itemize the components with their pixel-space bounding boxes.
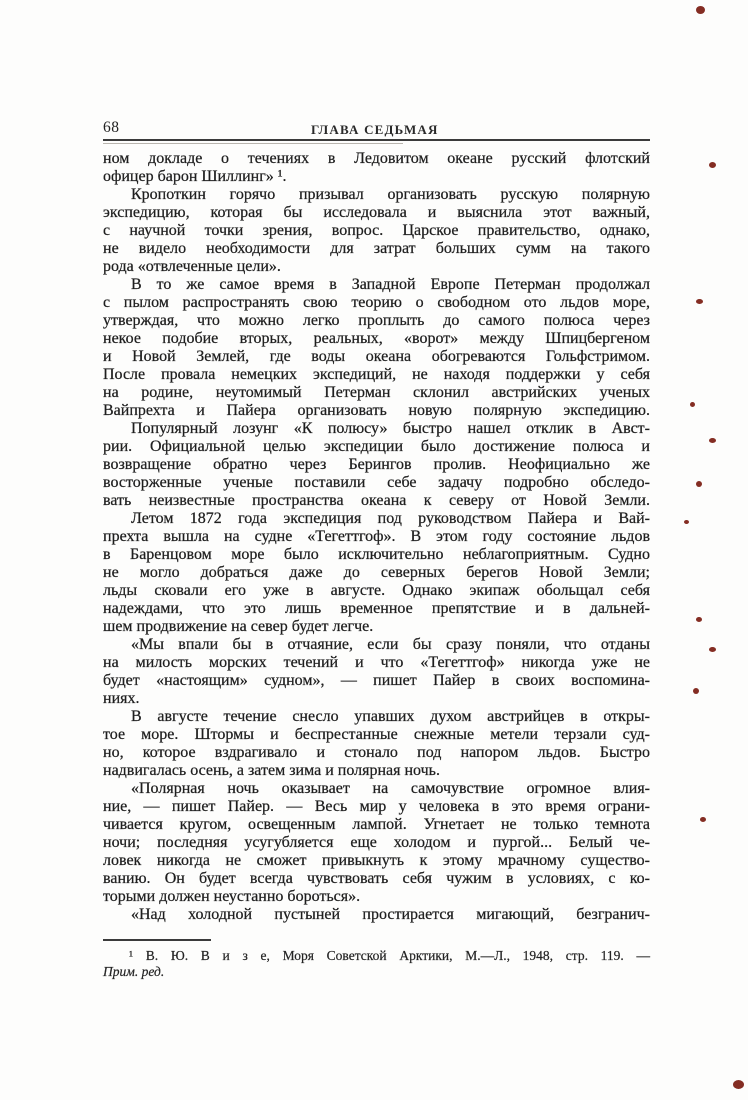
- text-line: В то же самое время в Западной Европе Петерман продолжал: [131, 276, 650, 293]
- scan-speck: [696, 617, 702, 622]
- text-line: «Мы впали бы в отчаяние, если бы сразу поняли, что отданы: [131, 636, 650, 653]
- text-line: «Полярная ночь оказывает на самочувствие огромное влия-: [131, 780, 650, 797]
- text-line: на милость морских течений и что «Тегеттгоф» никогда уже не: [103, 654, 650, 671]
- header-rule: [103, 139, 650, 141]
- text-line: ном докладе о течениях в Ледовитом океане русский флотский: [103, 150, 650, 167]
- footnote-line: Прим. ред.: [103, 964, 165, 979]
- text-line: «Над холодной пустыней простирается мигающий, безгранич-: [131, 906, 650, 923]
- scan-speck: [696, 481, 702, 487]
- text-line: прехта вышла на судне «Тегеттгоф». В этом году состояние льдов: [103, 528, 650, 545]
- page-number: 68: [103, 119, 120, 136]
- scan-speck: [700, 817, 706, 822]
- text-line: рода «отвлеченные цели».: [103, 258, 281, 275]
- text-line: Популярный лозунг «К полюсу» быстро нашел отклик в Авст-: [131, 420, 650, 437]
- text-line: не видело необходимости для затрат больших сумм на такого: [103, 240, 650, 257]
- scan-speck: [690, 402, 695, 407]
- text-line: торыми должен неустанно бороться».: [103, 888, 361, 905]
- running-head-title: ГЛАВА СЕДЬМАЯ: [311, 122, 439, 137]
- text-line: но, которое вздрагивало и стонало под напором льдов. Быстро: [103, 744, 650, 761]
- scan-speck: [709, 647, 716, 652]
- text-line: чивается кругом, освещенным лампой. Угнетает не только темнота: [103, 816, 650, 833]
- text-line: ванию. Он будет всегда чувствовать себя чужим в условиях, с ко-: [103, 870, 650, 887]
- text-line: Кропоткин горячо призывал организовать русскую полярную: [131, 186, 650, 203]
- text-line: некое подобие вторых, реальных, «ворот» между Шпицбергеном: [103, 330, 650, 347]
- text-line: После провала немецких экспедиций, не находя поддержки у себя: [103, 366, 650, 383]
- scan-speck: [709, 162, 716, 168]
- text-line: ние, — пишет Пайер. — Весь мир у человека в это время ограни-: [103, 798, 650, 815]
- text-line: ночи; последняя усугубляется еще холодом и пургой... Белый че-: [103, 834, 650, 851]
- text-line: вать неизвестные пространства океана к северу от Новой Земли.: [103, 492, 650, 509]
- text-line: рии. Официальной целью экспедиции было достижение полюса и: [103, 438, 650, 455]
- text-line: с пылом распространять свою теорию о свободном ото льдов море,: [103, 294, 650, 311]
- scan-speck: [733, 1080, 744, 1089]
- text-line: надеждами, что это лишь временное препятствие и в дальней-: [103, 600, 650, 617]
- scan-speck: [693, 688, 699, 694]
- footnote: [103, 948, 650, 980]
- text-line: Летом 1872 года экспедиция под руководством Пайера и Вай-: [131, 510, 650, 527]
- text-line: экспедицию, которая бы исследовала и выяснила этот важный,: [103, 204, 650, 221]
- text-line: не могло добраться даже до северных берегов Новой Земли;: [103, 564, 650, 581]
- scan-speck: [684, 520, 689, 524]
- text-line: Вайпрехта и Пайера организовать новую полярную экспедицию.: [103, 402, 650, 419]
- text-line: восторженные ученые поставили себе задачу подробно обследо-: [103, 474, 650, 491]
- text-line: и Новой Землей, где воды океана обогреваются Гольфстримом.: [103, 348, 650, 365]
- text-line: В августе течение снесло упавших духом австрийцев в откры-: [131, 708, 650, 725]
- text-line: утверждая, что можно легко проплыть до самого полюса через: [103, 312, 650, 329]
- text-line: тое море. Штормы и беспрестанные снежные метели терзали суд-: [103, 726, 650, 743]
- text-line: в Баренцовом море было исключительно неблагоприятным. Судно: [103, 546, 650, 563]
- header-rule-echo: [103, 143, 403, 144]
- text-line: шем продвижение на север будет легче.: [103, 618, 374, 635]
- scan-speck: [709, 438, 716, 443]
- text-line: надвигалась осень, а затем зима и полярная ночь.: [103, 762, 440, 779]
- text-line: офицер барон Шиллинг» ¹.: [103, 168, 287, 185]
- scan-speck: [696, 299, 703, 304]
- footnote-line: ¹ В. Ю. В и з е, Моря Советской Арктики, М.—Л., 1948, стр. 119. —: [129, 948, 650, 963]
- text-line: возвращение обратно через Берингов пролив. Неофициально же: [103, 456, 650, 473]
- scan-speck: [696, 6, 705, 14]
- text-line: на родине, неутомимый Петерман склонил австрийских ученых: [103, 384, 650, 401]
- text-line: с научной точки зрения, вопрос. Царское правительство, однако,: [103, 222, 650, 239]
- text-line: будет «настоящим» судном», — пишет Пайер в своих воспомина-: [103, 672, 650, 689]
- body-text: [103, 150, 650, 924]
- footnote-rule: [103, 939, 211, 941]
- text-line: ниях.: [103, 690, 140, 707]
- text-line: ловек никогда не сможет привыкнуть к этому мрачному существо-: [103, 852, 650, 869]
- text-line: льды сковали его уже в августе. Однако экипаж обольщал себя: [103, 582, 650, 599]
